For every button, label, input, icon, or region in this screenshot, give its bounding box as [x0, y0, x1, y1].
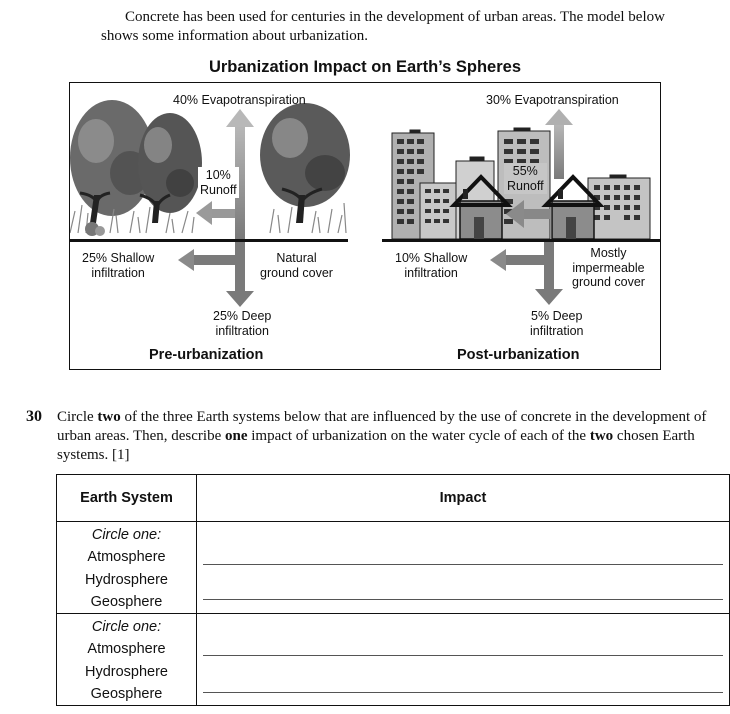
pre-ground-label: Natural ground cover [260, 251, 333, 280]
option-hydrosphere[interactable]: Hydrosphere [84, 663, 168, 680]
figure-title: Urbanization Impact on Earth’s Spheres [208, 58, 522, 76]
impact-answer-2[interactable] [197, 614, 730, 706]
answer-line[interactable] [203, 692, 723, 693]
col-earth-system: Earth System [57, 475, 197, 522]
post-runoff-label: 55% Runoff [504, 163, 547, 194]
impact-answer-1[interactable] [197, 522, 730, 614]
intro-paragraph: Concrete has been used for centuries in the development of urban areas. The model below shows some information about urbanization. [101, 9, 665, 44]
circle-one-label: Circle one: [91, 527, 162, 543]
post-deep-label: 5% Deep infiltration [530, 309, 584, 338]
post-ground-label: Mostly impermeable ground cover [572, 246, 645, 289]
pre-shallow-label: 25% Shallow infiltration [82, 251, 155, 280]
option-hydrosphere[interactable]: Hydrosphere [84, 571, 168, 588]
earth-system-choices-1 [57, 522, 197, 614]
question-number: 30 [26, 408, 42, 425]
answer-line[interactable] [203, 564, 723, 565]
post-evap-label: 30% Evapotranspiration [486, 93, 619, 107]
option-geosphere[interactable]: Geosphere [90, 593, 163, 610]
tree-right-group [260, 103, 350, 223]
option-geosphere[interactable]: Geosphere [90, 686, 163, 703]
circle-one-label: Circle one: [91, 619, 162, 636]
post-urbanization-title: Post-urbanization [457, 347, 580, 363]
option-atmosphere[interactable]: Atmosphere [87, 549, 166, 566]
post-shallow-label: 10% Shallow infiltration [395, 251, 468, 280]
pre-runoff-label: 10% Runoff [200, 168, 237, 197]
urbanization-diagram [69, 82, 661, 370]
answer-line[interactable] [203, 655, 723, 656]
earth-system-choices-2 [57, 614, 197, 706]
pre-evap-label: 40% Evapotranspiration [173, 93, 306, 107]
pre-deep-label: 25% Deep infiltration [213, 309, 272, 338]
question-text: Circle two of the three Earth systems below that are influenced by the use of concrete in the development of urban areas. Then, describe one impact of urbanization on the water cycle of each of the two chosen Earth systems. [1] [57, 409, 707, 463]
pre-urbanization-title: Pre-urbanization [149, 347, 264, 363]
response-table [56, 474, 730, 706]
tree-left-group [70, 100, 202, 223]
col-impact: Impact [197, 475, 730, 522]
answer-line[interactable] [203, 599, 723, 600]
option-atmosphere[interactable]: Atmosphere [87, 641, 166, 658]
